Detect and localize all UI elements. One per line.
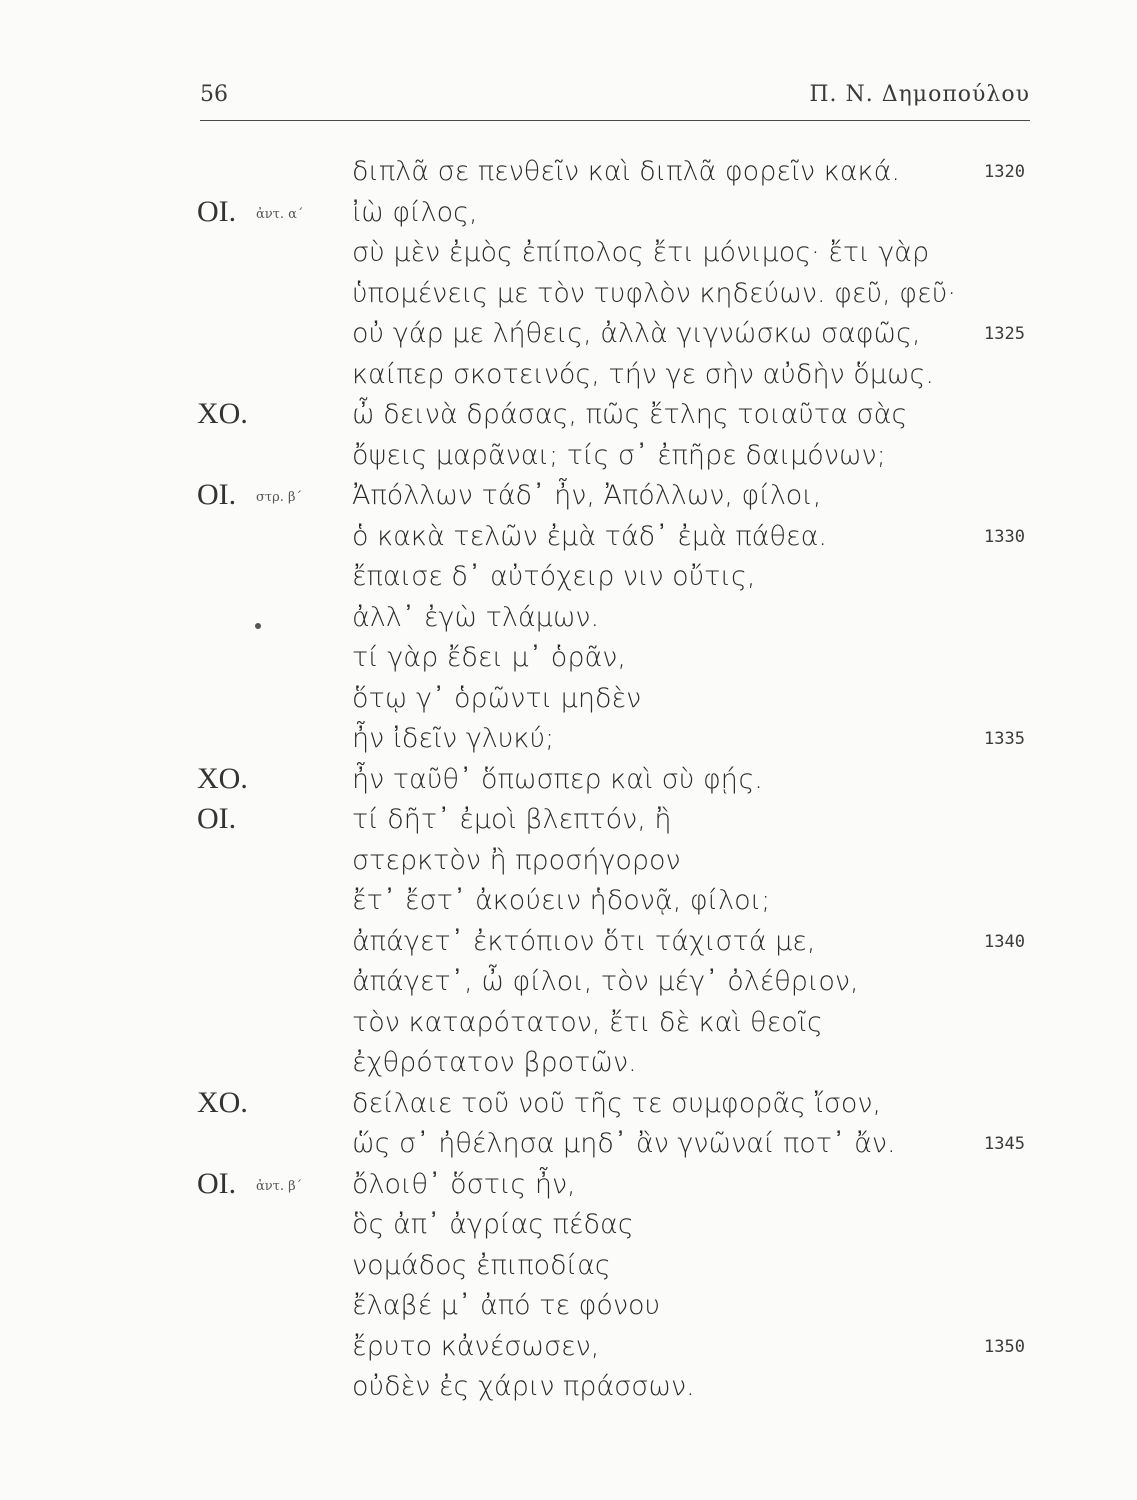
speaker-label: ΧΟ. — [197, 761, 248, 795]
verse-line — [0, 1043, 1137, 1085]
verse-text: ἦν ταῦθ᾽ ὅπωσπερ καὶ σὺ φῄς. — [352, 763, 763, 795]
verse-line — [0, 476, 1137, 518]
verse-line — [0, 1286, 1137, 1328]
speaker-label: ΧΟ. — [197, 1085, 248, 1119]
speaker-label: ΧΟ. — [197, 397, 248, 430]
verse-text: ἀπάγετ᾽, ὦ φίλοι, τὸν μέγ᾽ ὀλέθριον, — [352, 966, 859, 997]
line-number: 1330 — [984, 526, 1025, 547]
verse-line — [0, 1327, 1137, 1369]
verse-line — [0, 557, 1137, 599]
verse-line — [0, 233, 1137, 275]
verse-line — [0, 152, 1137, 194]
verse-line — [0, 274, 1137, 316]
verse-text: ὄλοιθ᾽ ὅστις ἦν, — [352, 1168, 576, 1200]
verse-line — [0, 436, 1137, 478]
line-number: 1325 — [984, 324, 1025, 344]
verse-text: ἔπαισε δ᾽ αὐτόχειρ νιν οὔτις, — [352, 561, 756, 592]
verse-text: ἀλλ᾽ ἐγὼ τλάμων. — [352, 601, 600, 633]
section-marker: στρ. β΄ — [256, 490, 302, 505]
verse-text: Ἀπόλλων τάδ᾽ ἦν, Ἀπόλλων, φίλοι, — [352, 480, 822, 511]
running-title: Π. Ν. Δημοπούλου — [809, 82, 1030, 107]
verse-line — [0, 1003, 1137, 1045]
verse-line — [0, 355, 1137, 397]
verse-line — [0, 922, 1137, 964]
verse-line — [0, 1124, 1137, 1166]
verse-text: ὥς σ᾽ ἠθέλησα μηδ᾽ ἂν γνῶναί ποτ᾽ ἄν. — [352, 1128, 896, 1159]
line-number: 1320 — [984, 162, 1025, 182]
verse-text: οὐ γάρ με λήθεις, ἀλλὰ γιγνώσκω σαφῶς, — [352, 318, 921, 349]
verse-text: τὸν καταρότατον, ἔτι δὲ καὶ θεοῖς — [352, 1006, 823, 1038]
page-header — [200, 78, 1030, 114]
verse-text: σὺ μὲν ἐμὸς ἐπίπολος ἔτι μόνιμος· ἔτι γὰρ — [352, 237, 930, 268]
verse-text: ἦν ἰδεῖν γλυκύ; — [352, 723, 555, 754]
verse-text: τί δῆτ᾽ ἐμοὶ βλεπτόν, ἢ — [352, 804, 672, 835]
verse-line — [0, 638, 1137, 680]
verse-line — [0, 598, 1137, 640]
verse-text: καίπερ σκοτεινός, τήν γε σὴν αὐδὴν ὅμως. — [352, 358, 934, 390]
line-number: 1335 — [984, 729, 1025, 749]
verse-line — [0, 1205, 1137, 1247]
verse-line — [0, 193, 1137, 235]
verse-line — [0, 314, 1137, 356]
line-number: 1350 — [984, 1336, 1025, 1357]
verse-line — [0, 881, 1137, 923]
verse-text: ὦ δεινὰ δράσας, πῶς ἔτλης τοιαῦτα σὰς — [352, 399, 908, 430]
verse-text: ὁ κακὰ τελῶν ἐμὰ τάδ᾽ ἐμὰ πάθεα. — [352, 520, 827, 552]
verse-line — [0, 800, 1137, 842]
speaker-label: ΟΙ. — [197, 194, 237, 228]
verse-text: ὑπομένεις με τὸν τυφλὸν κηδεύων. φεῦ, φεῦ· — [352, 277, 956, 309]
section-marker: ἀντ. α΄ — [256, 206, 304, 222]
verse-text: ἰὼ φίλος, — [352, 196, 478, 228]
verse-text: ὃς ἀπ᾽ ἀγρίας πέδας — [352, 1209, 634, 1240]
verse-line — [0, 679, 1137, 721]
verse-line — [0, 962, 1137, 1004]
verse-text: ἔρυτο κἀνέσωσεν, — [352, 1330, 600, 1362]
line-number: 1345 — [984, 1134, 1025, 1154]
verse-text: ἔτ᾽ ἔστ᾽ ἀκούειν ἡδονᾷ, φίλοι; — [352, 885, 771, 916]
verse-text: δείλαιε τοῦ νοῦ τῆς τε συμφορᾶς ἴσον, — [352, 1087, 882, 1119]
verse-line — [0, 395, 1137, 437]
verse-text: οὐδὲν ἐς χάριν πράσσων. — [352, 1371, 695, 1402]
speaker-label: ΟΙ. — [197, 802, 237, 835]
verse-line — [0, 517, 1137, 559]
verse-text: τί γὰρ ἔδει μ᾽ ὁρᾶν, — [352, 642, 626, 673]
verse-line — [0, 1084, 1137, 1126]
verse-line — [0, 1246, 1137, 1288]
verse-text: ἔλαβέ μ᾽ ἀπό τε φόνου — [352, 1290, 661, 1321]
verse-text: στερκτὸν ἢ προσήγορον — [352, 844, 681, 876]
section-marker: ἀντ. β΄ — [256, 1178, 303, 1194]
verse-line — [0, 1367, 1137, 1409]
speaker-label: ΟΙ. — [197, 1166, 237, 1200]
verse-text: ὅτῳ γ᾽ ὁρῶντι μηδὲν — [352, 682, 642, 714]
verse-text: νομάδος ἐπιποδίας — [352, 1249, 611, 1281]
verse-line — [0, 1165, 1137, 1207]
page-number: 56 — [200, 82, 228, 107]
header-rule — [200, 120, 1030, 121]
speaker-label: ΟΙ. — [197, 478, 237, 511]
line-number: 1340 — [984, 931, 1025, 952]
verse-line — [0, 719, 1137, 761]
verse-text: ἐχθρότατον βροτῶν. — [352, 1047, 637, 1078]
verse-line — [0, 760, 1137, 802]
verse-text: ἀπάγετ᾽ ἐκτόπιον ὅτι τάχιστά με, — [352, 925, 816, 957]
verse-line — [0, 841, 1137, 883]
verse-text: διπλᾶ σε πενθεῖν καὶ διπλᾶ φορεῖν κακά. — [352, 156, 900, 187]
verse-text: ὄψεις μαρᾶναι; τίς σ᾽ ἐπῆρε δαιμόνων; — [352, 439, 886, 471]
